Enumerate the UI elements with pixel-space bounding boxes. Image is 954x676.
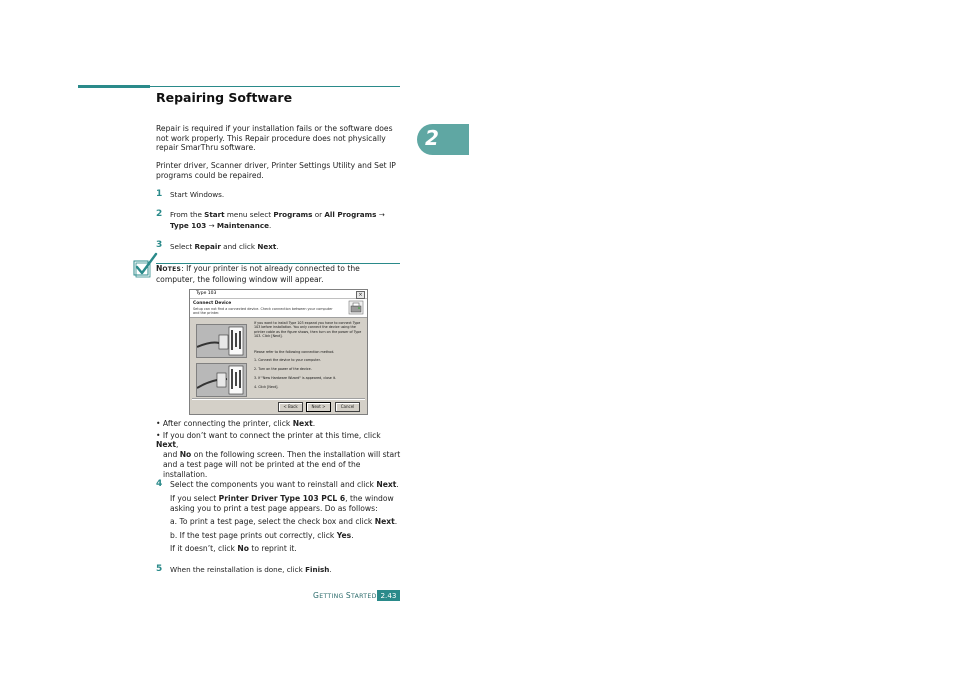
step2-programs: Programs (273, 210, 313, 219)
cable-diagram-icon (197, 364, 246, 396)
step2-type: Type 103 (170, 220, 207, 230)
bullet2-next: Next (156, 440, 177, 450)
step2-arrow-2: → (206, 220, 217, 230)
footer-g: G (313, 591, 320, 600)
step2-maintenance: Maintenance (216, 220, 269, 230)
step4-sub1-pre: If you select (170, 494, 219, 503)
step-number-3: 3 (156, 240, 163, 250)
connect-device-dialog (189, 289, 368, 415)
step4-sub2-next: Next (374, 517, 395, 526)
step3-end: . (276, 242, 279, 251)
step5-finish: Finish (305, 565, 330, 574)
step3-mid: and click (220, 242, 258, 251)
header-accent-bar (78, 85, 150, 88)
step4-sub3-pre: b. If the test page prints out correctly, click (170, 531, 337, 540)
bullet1-post: . (312, 419, 316, 428)
header-rule (150, 86, 400, 87)
dialog-subheading: Setup can not find a connected device. Check connection between your computer and the printer. (193, 307, 333, 315)
step-text-3 (170, 242, 279, 253)
step2-pre: From the (170, 210, 205, 219)
dialog-heading: Connect Device (193, 301, 232, 306)
step-number-1: 1 (156, 189, 163, 199)
intro-paragraph-2: Printer driver, Scanner driver, Printer Settings Utility and Set IP programs could be repaired. (156, 161, 396, 180)
note-bullets (156, 419, 403, 479)
step-text-2 (170, 210, 402, 232)
cancel-button[interactable]: Cancel (335, 402, 360, 412)
step4-option-a (170, 517, 405, 527)
step4-sub2-pre: a. To print a test page, select the check box and click (170, 517, 375, 526)
dialog-step-2: 2. Turn on the power of the device. (254, 367, 312, 371)
step4-sub4-pre: If it doesn’t, click (170, 544, 238, 553)
dialog-close-button[interactable]: × (356, 291, 365, 299)
step3-repair: Repair (194, 242, 221, 251)
bullet-2-continued (156, 450, 403, 479)
step3-next: Next (257, 242, 277, 251)
step2-end: . (268, 220, 272, 230)
bullet2-no: No (179, 450, 192, 460)
step2-arrow-1: → (376, 210, 385, 219)
dialog-title: Type 103 (196, 291, 217, 296)
bullet2-pre: • If you don’t want to connect the printer at this time, click (156, 430, 381, 440)
step2-all-programs: All Programs (324, 210, 377, 219)
footer-s: S (345, 591, 351, 600)
bullet2-and: and (163, 450, 180, 460)
step2-mid: menu select (224, 210, 274, 219)
intro-paragraph-1: Repair is required if your installation fails or the software does not work properly. This Repair procedure does not physically repair SmarThru software. (156, 124, 393, 153)
bullet2-comma: , (176, 440, 179, 450)
step4-sub1-driver: Printer Driver Type 103 PCL 6 (218, 494, 346, 503)
step-number-2: 2 (156, 209, 163, 219)
step4-sub2-post: . (394, 517, 398, 526)
step4-reprint (170, 544, 405, 554)
step4-next: Next (376, 480, 397, 489)
step-number-4: 4 (156, 479, 163, 489)
dialog-step-1: 1. Connect the device to your computer. (254, 358, 321, 362)
step4-sub3-post: . (351, 531, 354, 540)
dialog-refer-text: Please refer to the following connection method. (254, 350, 335, 354)
bullet2-post: on the following screen. Then the installation will start and a test page will not be printed at the end of the installation. (163, 450, 401, 479)
bullet-1 (156, 419, 403, 429)
step3-pre: Select (170, 242, 195, 251)
note-text (156, 264, 401, 284)
dialog-separator (192, 398, 365, 400)
chapter-tab (417, 124, 469, 155)
step4-sub4-no: No (237, 544, 249, 553)
dialog-titlebar (190, 290, 367, 299)
step-text-5 (170, 565, 332, 576)
step5-end: . (329, 565, 332, 574)
chapter-number: 2 (425, 126, 439, 150)
dialog-instructions: If you want to install Type 103 expand you have to connect Type 103 before installation. You only connect the device using the printer cable as the figure shows, then turn on the power of Type 103. Click [Next]. (254, 321, 362, 338)
dialog-step-4: 4. Click [Next]. (254, 385, 279, 389)
next-button[interactable]: Next > (306, 402, 331, 412)
note-label-initial: N (156, 264, 163, 273)
footer-etting: ETTING (319, 593, 346, 600)
step4-sub3-yes: Yes (336, 531, 352, 540)
footer-tarted: TARTED (351, 593, 377, 600)
step4-option-b (170, 531, 405, 541)
step5-pre: When the reinstallation is done, click (170, 565, 306, 574)
step2-start: Start (204, 210, 225, 219)
step4-pre: Select the components you want to reinstall and click (170, 480, 377, 489)
step2-or: or (312, 210, 325, 219)
page-title: Repairing Software (156, 90, 293, 105)
connection-diagram-1 (196, 324, 247, 358)
printer-icon (348, 300, 364, 315)
step-text-4 (170, 480, 405, 490)
footer-chapter-name (313, 591, 377, 600)
dialog-step-3: 3. If "New Hardware Wizard" is appeared, close it. (254, 376, 337, 380)
bullet-2 (156, 431, 403, 450)
note-body: : If your printer is not already connected to the computer, the following window will appear. (156, 264, 360, 284)
page-number: 2.43 (377, 590, 400, 601)
step4-printer-driver-note (170, 494, 405, 513)
back-button[interactable]: < Back (278, 402, 303, 412)
connection-diagram-2 (196, 363, 247, 397)
bullet1-pre: • After connecting the printer, click (156, 419, 293, 428)
step4-sub4-post: to reprint it. (248, 544, 297, 553)
step-number-5: 5 (156, 564, 163, 574)
step4-end: . (396, 480, 399, 489)
cable-diagram-icon (197, 325, 246, 357)
dialog-header (190, 299, 367, 318)
note-label-rest: OTES (162, 266, 182, 273)
bullet1-next: Next (292, 419, 313, 428)
step-text-1: Start Windows. (170, 190, 225, 199)
step4-sub1-post: , the window asking you to print a test page appears. Do as follows: (170, 494, 394, 513)
